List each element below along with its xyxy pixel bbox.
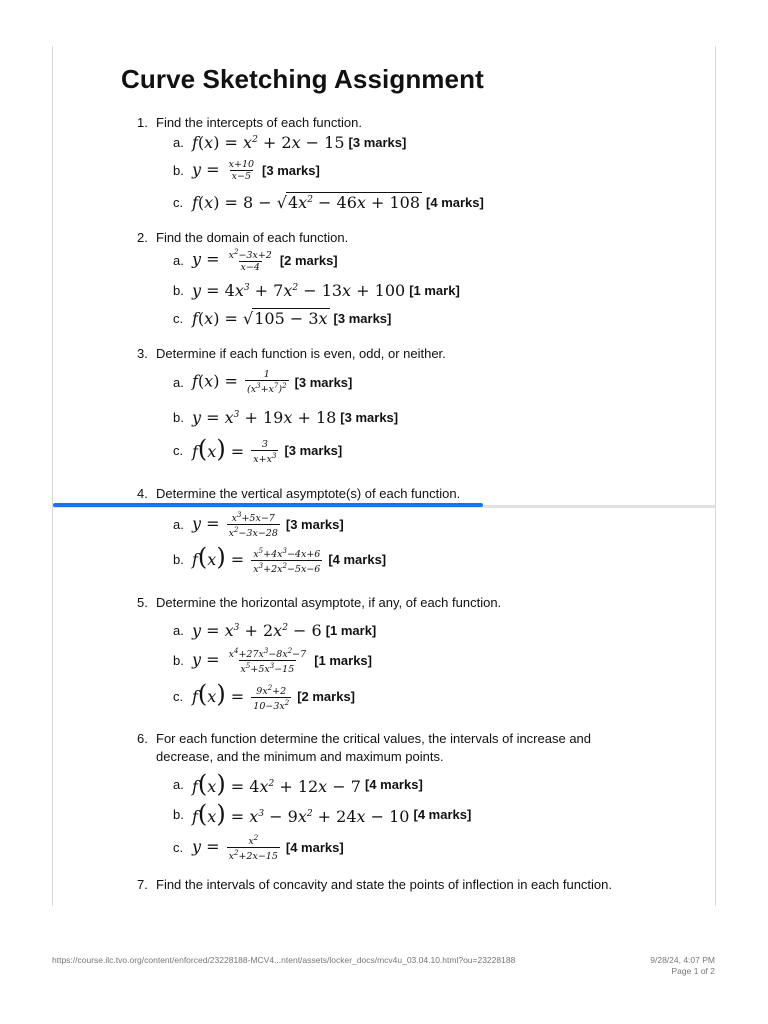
question-2c xyxy=(173,305,391,331)
item-label: b. xyxy=(173,652,184,668)
marks-label: [2 marks] xyxy=(297,688,356,704)
footer-url: https://course.ilc.tvo.org/content/enforced/23228188-MCV4...ntent/assets/locker_docs/mcv4u_03.04.10.html?ou=23228188 xyxy=(52,955,516,965)
marks-label: [1 mark] xyxy=(409,282,460,298)
math-expression: f(x) = √105 − 3x xyxy=(192,308,328,328)
math-expression: f(x) = $\frac{x^5+4x^3-4x+6}{x^3+2x^2-5x-6}$ xyxy=(192,543,321,575)
question-4a xyxy=(173,511,344,537)
question-text: For each function determine the critical values, the intervals of increase and decrease, and the minimum and maximum points. xyxy=(156,731,592,764)
math-expression: $y = 4x^3 + 7x^2 - 13x + 100$ xyxy=(192,280,406,300)
item-label: b. xyxy=(173,162,184,178)
question-6b xyxy=(173,801,471,827)
marks-label: [4 marks] xyxy=(328,551,387,567)
item-label: a. xyxy=(173,374,184,390)
question-text: Determine the horizontal asymptote, if any, of each function. xyxy=(156,595,502,610)
math-expression: f(x) = $\frac{9x^2+2}{10-3x^2}$ xyxy=(192,680,290,712)
math-expression: $f(x) = 4x^2 + 12x - 7$ xyxy=(192,770,361,798)
question-3a xyxy=(173,369,352,395)
item-label: b. xyxy=(173,806,184,822)
math-expression: $f(x) = x^3 - 9x^2 + 24x - 10$ xyxy=(192,800,410,828)
marks-label: [4 marks] xyxy=(413,806,472,822)
item-label: a. xyxy=(173,134,184,150)
item-label: b. xyxy=(173,409,184,425)
question-number: 1. xyxy=(137,115,148,130)
marks-label: [1 marks] xyxy=(314,652,372,668)
math-expression: $y = x^3 + 19x + 18$ xyxy=(192,407,337,427)
math-expression: $y = x^3 + 2x^2 - 6$ xyxy=(192,620,322,640)
question-5b xyxy=(173,647,372,673)
question-number: 5. xyxy=(137,595,148,610)
math-expression: y = $\frac{x+10}{x-5}$ xyxy=(192,158,255,182)
question-3b xyxy=(173,404,398,430)
marks-label: [3 marks] xyxy=(340,409,399,425)
scroll-progress-bar xyxy=(53,503,483,507)
question-number: 4. xyxy=(137,486,148,501)
marks-label: [4 marks] xyxy=(426,194,484,210)
item-label: a. xyxy=(173,622,184,638)
item-label: a. xyxy=(173,516,184,532)
question-2b xyxy=(173,277,460,303)
page-title: Curve Sketching Assignment xyxy=(121,64,484,94)
question-text: Find the intervals of concavity and state the points of inflection in each function. xyxy=(156,877,612,892)
marks-label: [3 marks] xyxy=(294,374,353,390)
item-label: c. xyxy=(173,839,184,855)
question-4b xyxy=(173,543,387,575)
page-right-border xyxy=(715,46,716,906)
footer-page: Page 1 of 2 xyxy=(671,966,715,976)
question-6a xyxy=(173,771,423,797)
math-expression: y = $\frac{x^2}{x^2+2x-15}$ xyxy=(192,833,278,862)
footer-meta xyxy=(650,955,715,977)
question-number: 6. xyxy=(137,731,148,746)
math-expression: $f(x) = 8 - √4x^2 - 46x + 108$ xyxy=(192,192,421,212)
question-text: Find the intercepts of each function. xyxy=(156,115,362,130)
math-expression: y = $\frac{x^3+5x-7}{x^2-3x-28}$ xyxy=(192,510,278,539)
marks-label: [4 marks] xyxy=(364,776,423,792)
item-label: a. xyxy=(173,252,184,268)
page-left-border xyxy=(52,46,53,906)
question-number: 3. xyxy=(137,346,148,361)
marks-label: [3 marks] xyxy=(333,310,392,326)
question-number: 7. xyxy=(137,877,148,892)
math-expression: $f(x) = x^2 + 2x - 15$ xyxy=(192,132,345,152)
question-3c xyxy=(173,434,343,466)
item-label: b. xyxy=(173,551,184,567)
marks-label: [4 marks] xyxy=(285,839,344,855)
item-label: c. xyxy=(173,688,184,704)
question-5a xyxy=(173,617,376,643)
item-label: b. xyxy=(173,282,184,298)
marks-label: [3 marks] xyxy=(262,162,320,178)
marks-label: [1 mark] xyxy=(325,622,377,638)
item-label: c. xyxy=(173,194,184,210)
question-text: Determine the vertical asymptote(s) of each function. xyxy=(156,486,461,501)
item-label: c. xyxy=(173,310,184,326)
question-text: Find the domain of each function. xyxy=(156,230,349,245)
marks-label: [2 marks] xyxy=(279,252,338,268)
math-expression: y = $\frac{x^2-3x+2}{x-4}$ xyxy=(192,248,272,273)
question-1c xyxy=(173,189,484,215)
question-text: Determine if each function is even, odd, or neither. xyxy=(156,346,446,361)
marks-label: [3 marks] xyxy=(348,134,407,150)
math-expression: y = $\frac{x^4+27x^3-8x^2-7}{x^5+5x^3-15}$ xyxy=(192,646,307,675)
question-5c xyxy=(173,680,356,712)
marks-label: [3 marks] xyxy=(284,442,343,458)
math-expression: f(x) = $\frac{3}{x+x^3}$ xyxy=(192,434,277,466)
question-6c xyxy=(173,834,344,860)
footer-date: 9/28/24, 4:07 PM xyxy=(650,955,715,965)
question-1b xyxy=(173,157,320,183)
math-expression: f(x) = $\frac{1}{(x^3+x^7)^2}$ xyxy=(192,369,287,395)
marks-label: [3 marks] xyxy=(285,516,344,532)
item-label: a. xyxy=(173,776,184,792)
item-label: c. xyxy=(173,442,184,458)
question-2a xyxy=(173,247,338,273)
question-number: 2. xyxy=(137,230,148,245)
question-1a xyxy=(173,129,406,155)
